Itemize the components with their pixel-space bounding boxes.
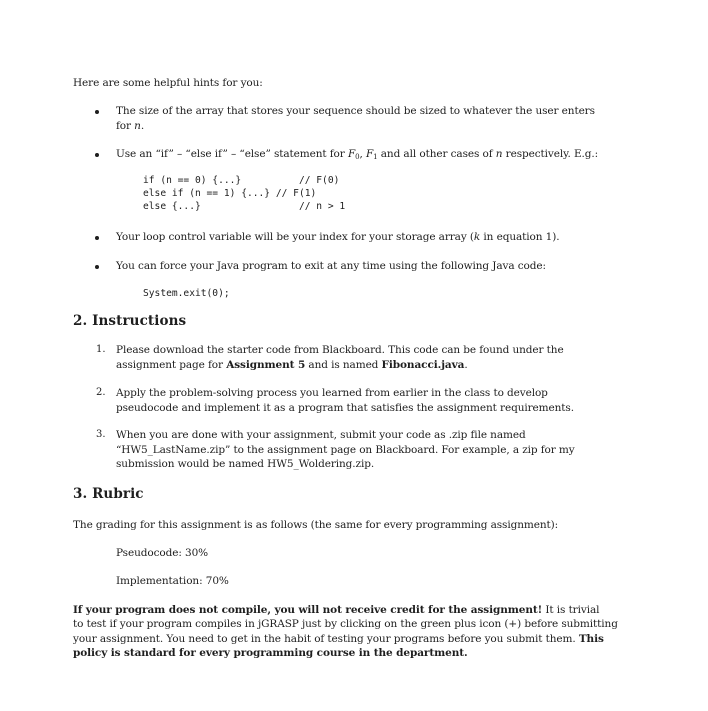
instructions-heading: 2. Instructions: [73, 313, 187, 329]
bullet-marker: [95, 265, 99, 269]
rubric-intro: The grading for this assignment is as follows (the same for every programming assignment):: [73, 519, 559, 531]
bullet-marker: [95, 110, 99, 114]
warning-line3: your assignment. You need to get in the habit of testing your programs before you submit them. This: [73, 633, 604, 645]
rubric-pseudocode: Pseudocode: 30%: [116, 547, 209, 559]
instruction-3-line1: When you are done with your assignment, submit your code as .zip file named: [116, 429, 526, 441]
list-number: 3.: [96, 429, 106, 440]
list-number: 1.: [96, 344, 106, 355]
hint-3-text: Your loop control variable will be your index for your storage array (k in equation 1).: [116, 231, 560, 243]
code-line-3: else {...} // n > 1: [143, 201, 346, 212]
warning-line2: to test if your program compiles in jGRASP just by clicking on the green plus icon (+) before submitting: [73, 618, 618, 630]
rubric-implementation: Implementation: 70%: [116, 575, 229, 587]
list-number: 2.: [96, 387, 106, 398]
hint-4-text: You can force your Java program to exit at any time using the following Java code:: [116, 260, 546, 272]
hint-1-line2: for n.: [116, 120, 145, 132]
warning-line4: policy is standard for every programming course in the department.: [73, 647, 468, 659]
instruction-3-line2: “HW5_LastName.zip” to the assignment page on Blackboard. For example, a zip for my: [116, 444, 575, 456]
instruction-2-line2: pseudocode and implement it as a program that satisfies the assignment requirements.: [116, 402, 574, 414]
instruction-2-line1: Apply the problem-solving process you learned from earlier in the class to develop: [116, 387, 548, 399]
exit-code: System.exit(0);: [143, 288, 230, 299]
hint-1-line1: The size of the array that stores your sequence should be sized to whatever the user enters: [116, 105, 595, 117]
instruction-3-line3: submission would be named HW5_Woldering.zip.: [116, 458, 375, 470]
hint-2-text: Use an “if” – “else if” – “else” statement for $F_0$, $F_1$ and all other cases of n respectively. E.g.:: [116, 148, 599, 161]
code-line-1: if (n == 0) {...} // F(0): [143, 175, 340, 186]
rubric-heading: 3. Rubric: [73, 486, 144, 502]
instruction-1-line1: Please download the starter code from Blackboard. This code can be found under the: [116, 344, 564, 356]
code-line-2: else if (n == 1) {...} // F(1): [143, 188, 317, 199]
hints-intro: Here are some helpful hints for you:: [73, 77, 263, 89]
bullet-marker: [95, 236, 99, 240]
instruction-1-line2: assignment page for Assignment 5 and is named Fibonacci.java.: [116, 359, 468, 371]
bullet-marker: [95, 153, 99, 157]
warning-line1: If your program does not compile, you will not receive credit for the assignment! It is trivial: [73, 604, 600, 616]
